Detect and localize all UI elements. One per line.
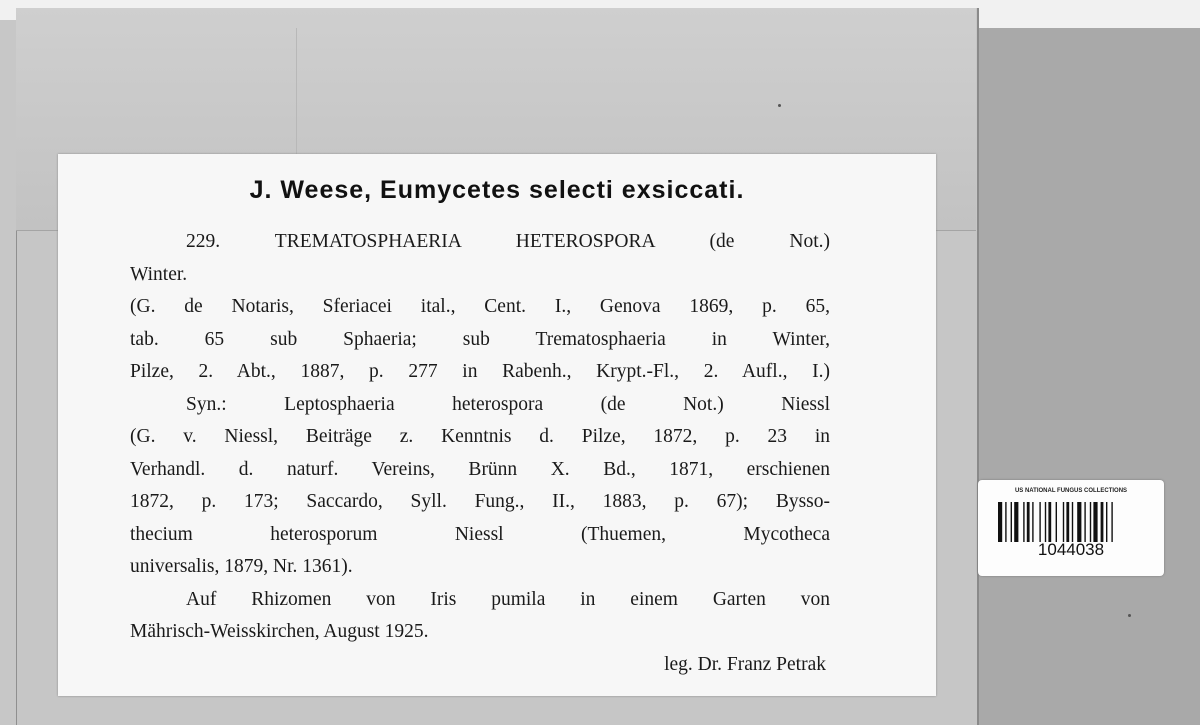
dust-speck bbox=[1128, 614, 1131, 617]
collector-line: leg. Dr. Franz Petrak bbox=[664, 654, 826, 675]
label-line-synonym-citation-1: (G. v. Niessl, Beiträge z. Kenntnis d. Pilze, 1872, p. 23 in bbox=[130, 426, 830, 447]
label-line-locality: Mährisch-Weisskirchen, August 1925. bbox=[130, 621, 429, 642]
label-line-author: Winter. bbox=[130, 263, 188, 285]
left-sheet-edge bbox=[0, 20, 17, 725]
label-line-synonym-citation-4: thecium heterosporum Niessl (Thuemen, Mycotheca bbox=[130, 523, 830, 545]
label-line-synonym-citation-5: universalis, 1879, Nr. 1361). bbox=[130, 556, 353, 577]
barcode-label bbox=[978, 480, 1164, 576]
label-line-synonym: Syn.: Leptosphaeria heterospora (de Not.) Niessl bbox=[186, 393, 830, 415]
label-line-synonym-citation-3: 1872, p. 173; Saccardo, Syll. Fung., II., 1883, p. 67); Bysso- bbox=[130, 491, 830, 512]
label-line-citation-3: Pilze, 2. Abt., 1887, p. 277 in Rabenh., Krypt.-Fl., 2. Aufl., I.) bbox=[130, 361, 830, 382]
label-line-citation-2: tab. 65 sub Sphaeria; sub Trematosphaeria in Winter, bbox=[130, 328, 830, 350]
barcode-institution: US NATIONAL FUNGUS COLLECTIONS bbox=[1014, 488, 1128, 494]
label-line-citation-1: (G. de Notaris, Sferiacei ital., Cent. I., Genova 1869, p. 65, bbox=[130, 296, 830, 317]
barcode-number: 1044038 bbox=[1037, 540, 1105, 559]
dust-speck bbox=[778, 104, 781, 107]
barcode-icon bbox=[998, 502, 1148, 542]
herbarium-sheet-background bbox=[978, 28, 1200, 725]
label-line-species: 229. TREMATOSPHAERIA HETEROSPORA (de Not.) bbox=[186, 231, 830, 252]
label-line-habitat: Auf Rhizomen von Iris pumila in einem Garten von bbox=[186, 588, 830, 610]
label-body bbox=[130, 226, 830, 649]
label-title: J. Weese, Eumycetes selecti exsiccati. bbox=[249, 176, 745, 204]
label-line-synonym-citation-2: Verhandl. d. naturf. Vereins, Brünn X. Bd., 1871, erschienen bbox=[130, 458, 830, 480]
specimen-label bbox=[58, 154, 936, 696]
